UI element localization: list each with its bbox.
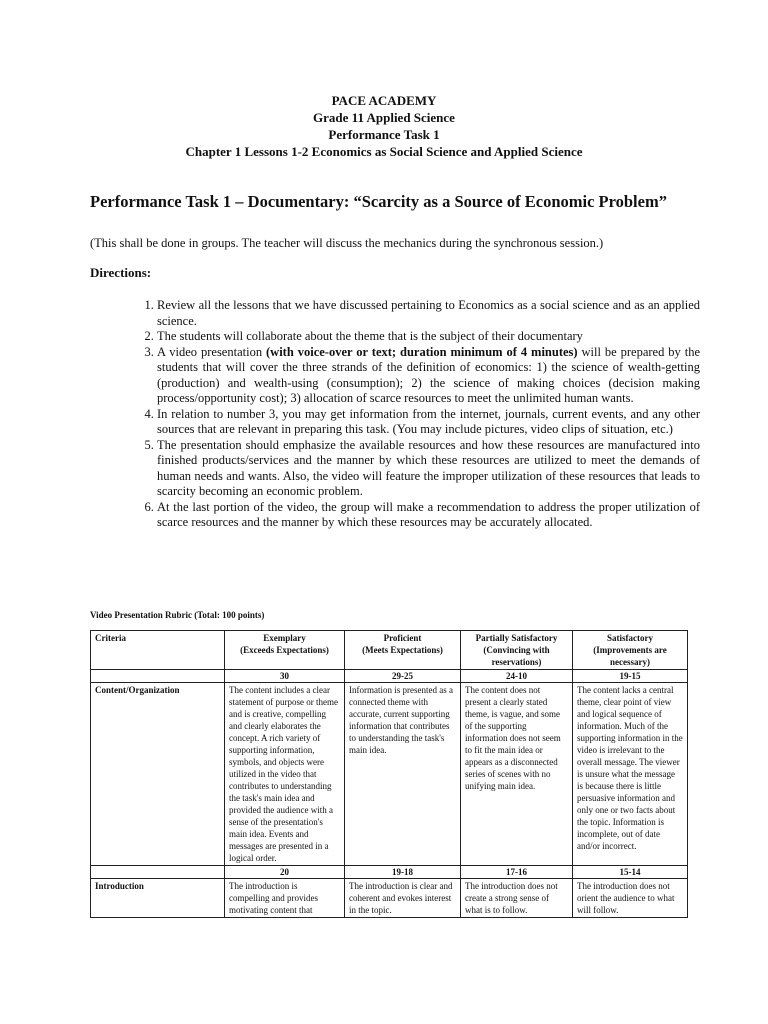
- rubric-cell: The content does not present a clearly stated theme, is vague, and some of the supporting information does not seem to fit the main idea or appears as a disconnected series of scenes with no unifying main idea.: [461, 683, 573, 866]
- rubric-cell: The introduction does not orient the audience to what will follow.: [573, 879, 688, 918]
- grade-level: Grade 11 Applied Science: [313, 110, 455, 125]
- criteria-label: Content/Organization: [91, 683, 225, 866]
- task-name: Performance Task 1: [328, 127, 440, 142]
- partial-header: [461, 631, 573, 670]
- rubric-header-row: [91, 631, 688, 670]
- header-sublabel: (Exceeds Expectations): [240, 645, 329, 655]
- points-cell: 19-15: [573, 670, 688, 683]
- rubric-cell: The introduction is compelling and provides motivating content that: [225, 879, 345, 918]
- rubric-cell: The content includes a clear statement of purpose or theme and is creative, compelling and clearly elaborates the concept. A rich variety of supporting information, symbols, and objects were utilized in the video that contributes to understanding the task's main idea and provided the audience with a sense of the presentation's main idea. Events and messages are presented in a logical order.: [225, 683, 345, 866]
- directions-label: Directions:: [90, 265, 152, 280]
- direction-item: [157, 345, 700, 407]
- direction-emphasis: (with voice-over or text; duration minimum of 4 minutes): [266, 344, 578, 359]
- criteria-header: Criteria: [91, 631, 225, 670]
- rubric-cell: The introduction does not create a strong sense of what is to follow.: [461, 879, 573, 918]
- points-cell: 24-10: [461, 670, 573, 683]
- points-cell: 17-16: [461, 866, 573, 879]
- criteria-label: Introduction: [91, 879, 225, 918]
- chapter-title: Chapter 1 Lessons 1-2 Economics as Social Science and Applied Science: [185, 144, 583, 159]
- rubric-cell: Information is presented as a connected theme with accurate, current supporting information that contributes to understanding the task's main idea.: [345, 683, 461, 866]
- content-points-row: [91, 670, 688, 683]
- direction-item: 1. Review all the lessons that we have discussed pertaining to Economics as a social science and as an applied science.: [157, 298, 700, 329]
- directions-list: [134, 298, 700, 531]
- points-cell: 19-18: [345, 866, 461, 879]
- rubric-table: [90, 630, 688, 918]
- direction-item: 2. The students will collaborate about the theme that is the subject of their documentary: [157, 329, 700, 345]
- rubric-cell: The introduction is clear and coherent and evokes interest in the topic.: [345, 879, 461, 918]
- header-label: Partially Satisfactory: [475, 633, 558, 643]
- header-sublabel: (Convincing with reservations): [483, 645, 550, 667]
- direction-item: 5. The presentation should emphasize the available resources and how these resources are manufactured into finished products/services and the manner by which these resources are utilized to meet the demands of human needs and wants. Also, the video will feature the improper utilization of these resources that leads to scarcity becoming an economic problem.: [157, 438, 700, 500]
- exemplary-header: [225, 631, 345, 670]
- direction-text: A video presentation: [157, 344, 267, 359]
- points-cell: 20: [225, 866, 345, 879]
- proficient-header: [345, 631, 461, 670]
- satisfactory-header: [573, 631, 688, 670]
- points-cell: 30: [225, 670, 345, 683]
- direction-item: 4. In relation to number 3, you may get information from the internet, journals, current events, and any other sources that are relevant in preparing this task. (You may include pictures, video clips of situation, etc.): [157, 407, 700, 438]
- points-cell: 15-14: [573, 866, 688, 879]
- content-row: [91, 683, 688, 866]
- rubric-cell: The content lacks a central theme, clear point of view and logical sequence of information. Much of the supporting information in the video is irrelevant to the overall message. The viewer is unsure what the message is because there is little persuasive information and only one or two facts about the topic. Information is incomplete, out of date and/or incorrect.: [573, 683, 688, 866]
- header-sublabel: (Meets Expectations): [362, 645, 443, 655]
- task-title: Performance Task 1 – Documentary: “Scarcity as a Source of Economic Problem”: [90, 192, 667, 211]
- document-header: [0, 92, 768, 160]
- direction-text: will be prepared by the students that will cover the three strands of the definition of economics: 1) the science of wealth-getting (production) and wealth-using (consumption); 2) the science of making choices (decision making process/opportunity cost); 3) allocation of scarce resources to meet the unlimited human wants.: [157, 344, 700, 405]
- direction-item: 6. At the last portion of the video, the group will make a recommendation to address the proper utilization of scarce resources and the manner by which these resources may be accurately allocated.: [157, 500, 700, 531]
- rubric-caption: Video Presentation Rubric (Total: 100 points): [90, 610, 265, 620]
- intro-points-row: [91, 866, 688, 879]
- header-label: Proficient: [383, 633, 422, 643]
- empty-cell: [91, 670, 225, 683]
- school-name: PACE ACADEMY: [331, 93, 437, 108]
- header-sublabel: (Improvements are necessary): [593, 645, 667, 667]
- header-label: Satisfactory: [607, 633, 653, 643]
- group-note: (This shall be done in groups. The teacher will discuss the mechanics during the synchronous session.): [90, 236, 604, 250]
- points-cell: 29-25: [345, 670, 461, 683]
- header-label: Exemplary: [263, 633, 306, 643]
- empty-cell: [91, 866, 225, 879]
- intro-row: [91, 879, 688, 918]
